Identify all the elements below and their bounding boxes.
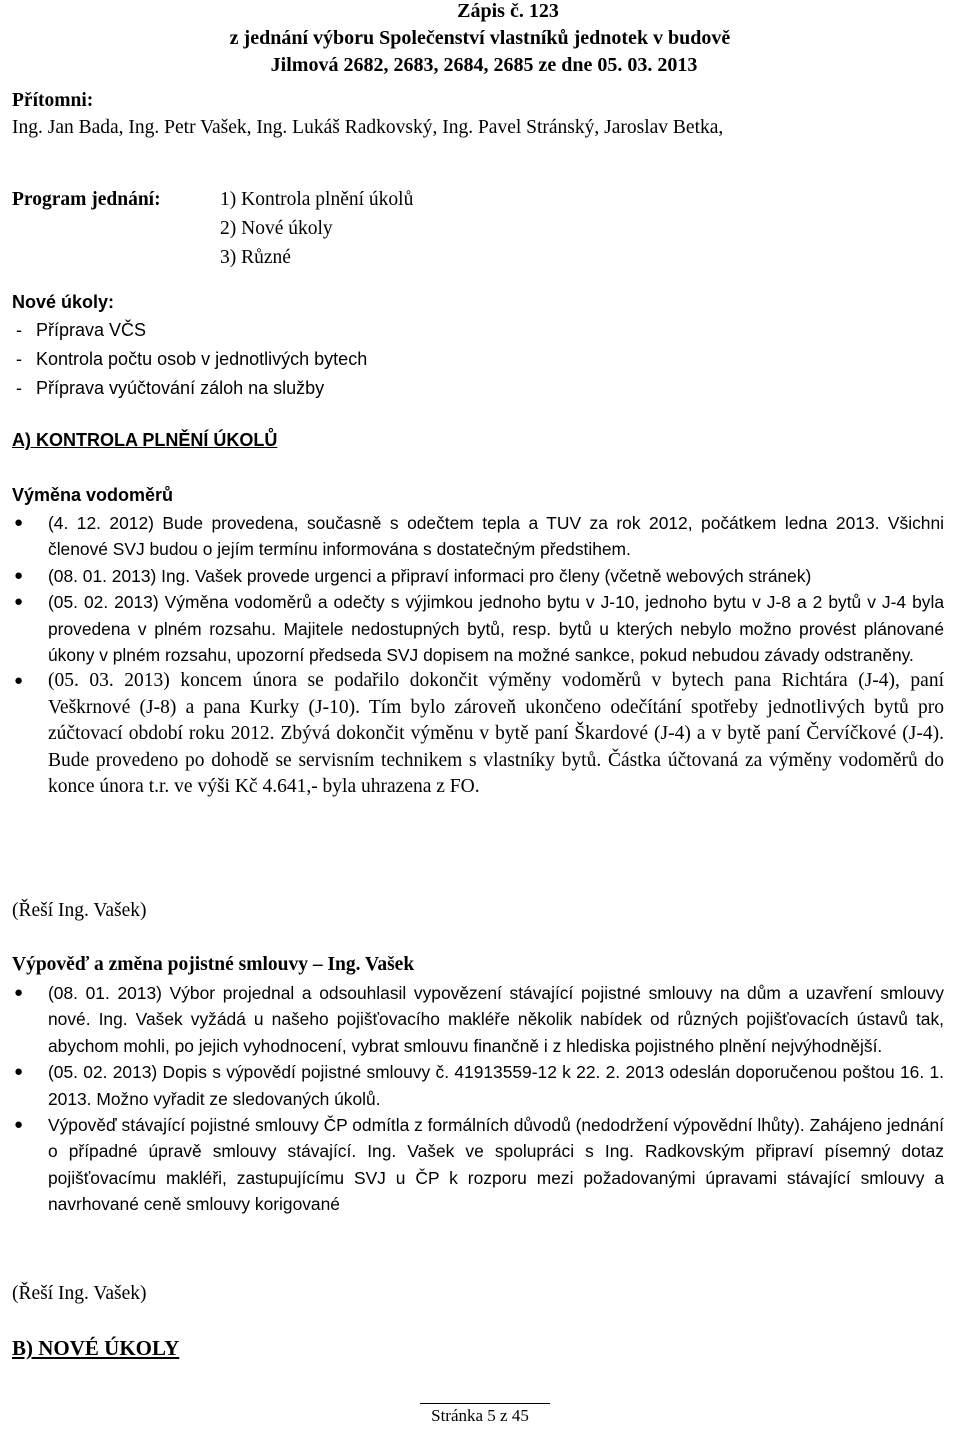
program-label: Program jednání: bbox=[12, 189, 161, 210]
building-and-date: Jilmová 2682, 2683, 2684, 2685 ze dne 05. 03. 2013 bbox=[270, 54, 698, 76]
document-header bbox=[12, 0, 948, 79]
bullet-icon: ● bbox=[14, 566, 24, 584]
document-page bbox=[12, 0, 948, 1439]
list-item: ● (08. 01. 2013) Výbor projednal a odsouhlasil vypovězení stávající pojistné smlouvy na dům a uzavření smlouvy nové. Ing. Vašek vyžádá u našeho pojišťovacího makléře několik nabídek od různých pojišťovacích ústavů tak, abychom mohli, po jejich vyhodnocení, vybrat smlouvu finančně i z hlediska pojistného plnění nejvýhodnější. bbox=[12, 980, 944, 1059]
program-item: 1) Kontrola plnění úkolů bbox=[220, 189, 414, 210]
program-item: 2) Nové úkoly bbox=[220, 218, 333, 239]
bullet-icon: ● bbox=[14, 673, 24, 690]
page-number: Stránka 5 z 45 bbox=[431, 1406, 529, 1425]
list-item: - Kontrola počtu osob v jednotlivých bytech bbox=[16, 349, 368, 369]
bullet-icon: ● bbox=[14, 514, 24, 531]
program-list bbox=[220, 185, 413, 272]
list-item: - Příprava vyúčtování záloh na služby bbox=[16, 378, 325, 398]
bullet-icon: ● bbox=[14, 1063, 24, 1081]
attendance-label: Přítomni: bbox=[12, 90, 94, 111]
bullet-icon: ● bbox=[14, 984, 24, 1001]
program-item: 3) Různé bbox=[220, 247, 291, 268]
list-item: ● (05. 02. 2013) Dopis s výpovědí pojistné smlouvy č. 41913559-12 k 22. 2. 2013 odeslán doporučenou poštou 16. 1. 2013. Možno vyřadit ze sledovaných úkolů. bbox=[12, 1059, 944, 1112]
list-item: ● (4. 12. 2012) Bude provedena, současně s odečtem tepla a TUV za rok 2012, počátkem ledna 2013. Všichni členové SVJ budou o jejím termínu informována s dostatečným předstihem. bbox=[12, 510, 944, 563]
section-a-heading: A) KONTROLA PLNĚNÍ ÚKOLŮ bbox=[12, 430, 278, 450]
new-tasks-list bbox=[12, 316, 367, 403]
insurance-list bbox=[12, 980, 944, 1218]
list-item: ● Výpověď stávající pojistné smlouvy ČP odmítla z formálních důvodů (nedodržení výpovědní lhůty). Zahájeno jednání o případné úpravě smlouvy stávající. Ing. Vašek ve spolupráci s Ing. Radkovským připraví písemný dotaz pojišťovacímu makléři, zastupujícímu SVJ u ČP k rozporu mezi požadovanými úpravami stávající smlouvy a navrhované ceně smlouvy korigované bbox=[12, 1112, 944, 1218]
insurance-heading: Výpověď a změna pojistné smlouvy – Ing. Vašek bbox=[12, 954, 415, 975]
attendance-names: Ing. Jan Bada, Ing. Petr Vašek, Ing. Lukáš Radkovský, Ing. Pavel Stránský, Jaroslav Betka, bbox=[12, 117, 724, 138]
new-tasks-label: Nové úkoly: bbox=[12, 292, 115, 312]
bullet-icon: ● bbox=[14, 1116, 24, 1134]
section-b-heading: B) NOVÉ ÚKOLY bbox=[12, 1336, 180, 1360]
meeting-description: z jednání výboru Společenství vlastníků jednotek v budově bbox=[229, 27, 731, 49]
minutes-number: Zápis č. 123 bbox=[457, 0, 559, 22]
water-meters-resolver: (Řeší Ing. Vašek) bbox=[12, 900, 147, 921]
footer-divider bbox=[420, 1403, 550, 1404]
bullet-icon: ● bbox=[14, 593, 24, 611]
list-item: - Příprava VČS bbox=[16, 320, 147, 340]
water-meters-heading: Výměna vodoměrů bbox=[12, 485, 174, 505]
water-meters-list bbox=[12, 510, 944, 800]
list-item: ● (08. 01. 2013) Ing. Vašek provede urgenci a připraví informaci pro členy (včetně webových stránek) bbox=[12, 563, 944, 589]
list-item: ● (05. 03. 2013) koncem února se podařilo dokončit výměny vodoměrů v bytech pana Richtára (J-4), paní Veškrnové (J-8) a pana Kurky (J-10). Tím bylo zároveň ukončeno odečítání spotřeby jednotlivých bytů pro zúčtovací období roku 2012. Zbývá dokončit výměnu v bytě paní Škardové (J-4) a v bytě paní Červíčkové (J-4). Bude provedeno po dohodě se servisním technikem s vlastníky bytů. Částka účtovaná za výměny vodoměrů do konce února t.r. ve výši Kč 4.641,- byla uhrazena z FO. bbox=[14, 670, 944, 798]
insurance-resolver: (Řeší Ing. Vašek) bbox=[12, 1283, 147, 1304]
list-item: ● (05. 02. 2013) Výměna vodoměrů a odečty s výjimkou jednoho bytu v J-10, jednoho bytu v J-8 a 2 bytů v J-4 byla provedena v plném rozsahu. Majitele nedostupných bytů, resp. bytů u kterých nebylo možno provést plánované úkony v plném rozsahu, upozorní předseda SVJ dopisem na možné sankce, pokud nebudou závady odstraněny. bbox=[12, 589, 944, 668]
